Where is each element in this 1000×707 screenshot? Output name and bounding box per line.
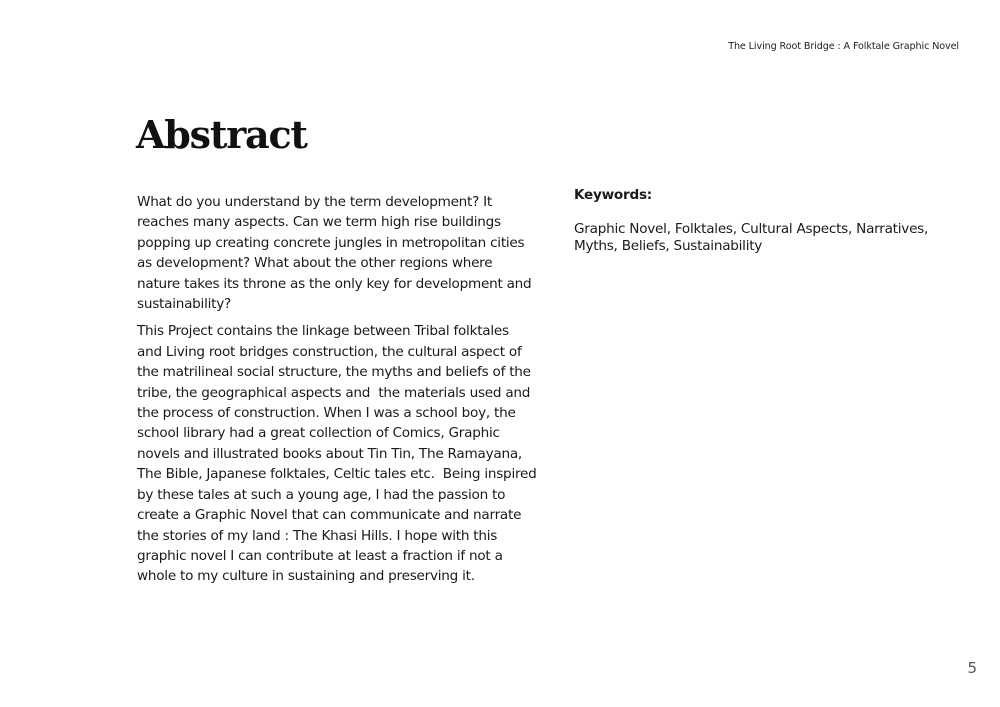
page-title: Abstract: [136, 112, 307, 157]
running-header: The Living Root Bridge : A Folktale Graphic Novel: [728, 41, 959, 52]
abstract-body: [137, 192, 541, 594]
keywords-heading: Keywords:: [574, 187, 652, 203]
abstract-paragraph: What do you understand by the term development? It reaches many aspects. Can we term high rise buildings popping up creating concrete jungles in metropolitan cities as development? What about the other regions where nature takes its throne as the only key for development and sustainability?: [137, 194, 536, 313]
abstract-paragraph: This Project contains the linkage between Tribal folktales and Living root bridges construction, the cultural aspect of the matrilineal social structure, the myths and beliefs of the tribe, the geographical aspects and the materials used and the process of construction. When I was a school boy, the school library had a great collection of Comics, Graphic novels and illustrated books about Tin Tin, The Ramayana, The Bible, Japanese folktales, Celtic tales etc. Being inspired by these tales at such a young age, I had the passion to create a Graphic Novel that can communicate and narrate the stories of my land : The Khasi Hills. I hope with this graphic novel I can contribute at least a fraction if not a whole to my culture in sustaining and preserving it.: [137, 323, 541, 585]
keywords-list: Graphic Novel, Folktales, Cultural Aspects, Narratives, Myths, Beliefs, Sustainability: [574, 221, 929, 254]
keywords-section: [574, 186, 954, 255]
page-number: 5: [967, 659, 977, 677]
